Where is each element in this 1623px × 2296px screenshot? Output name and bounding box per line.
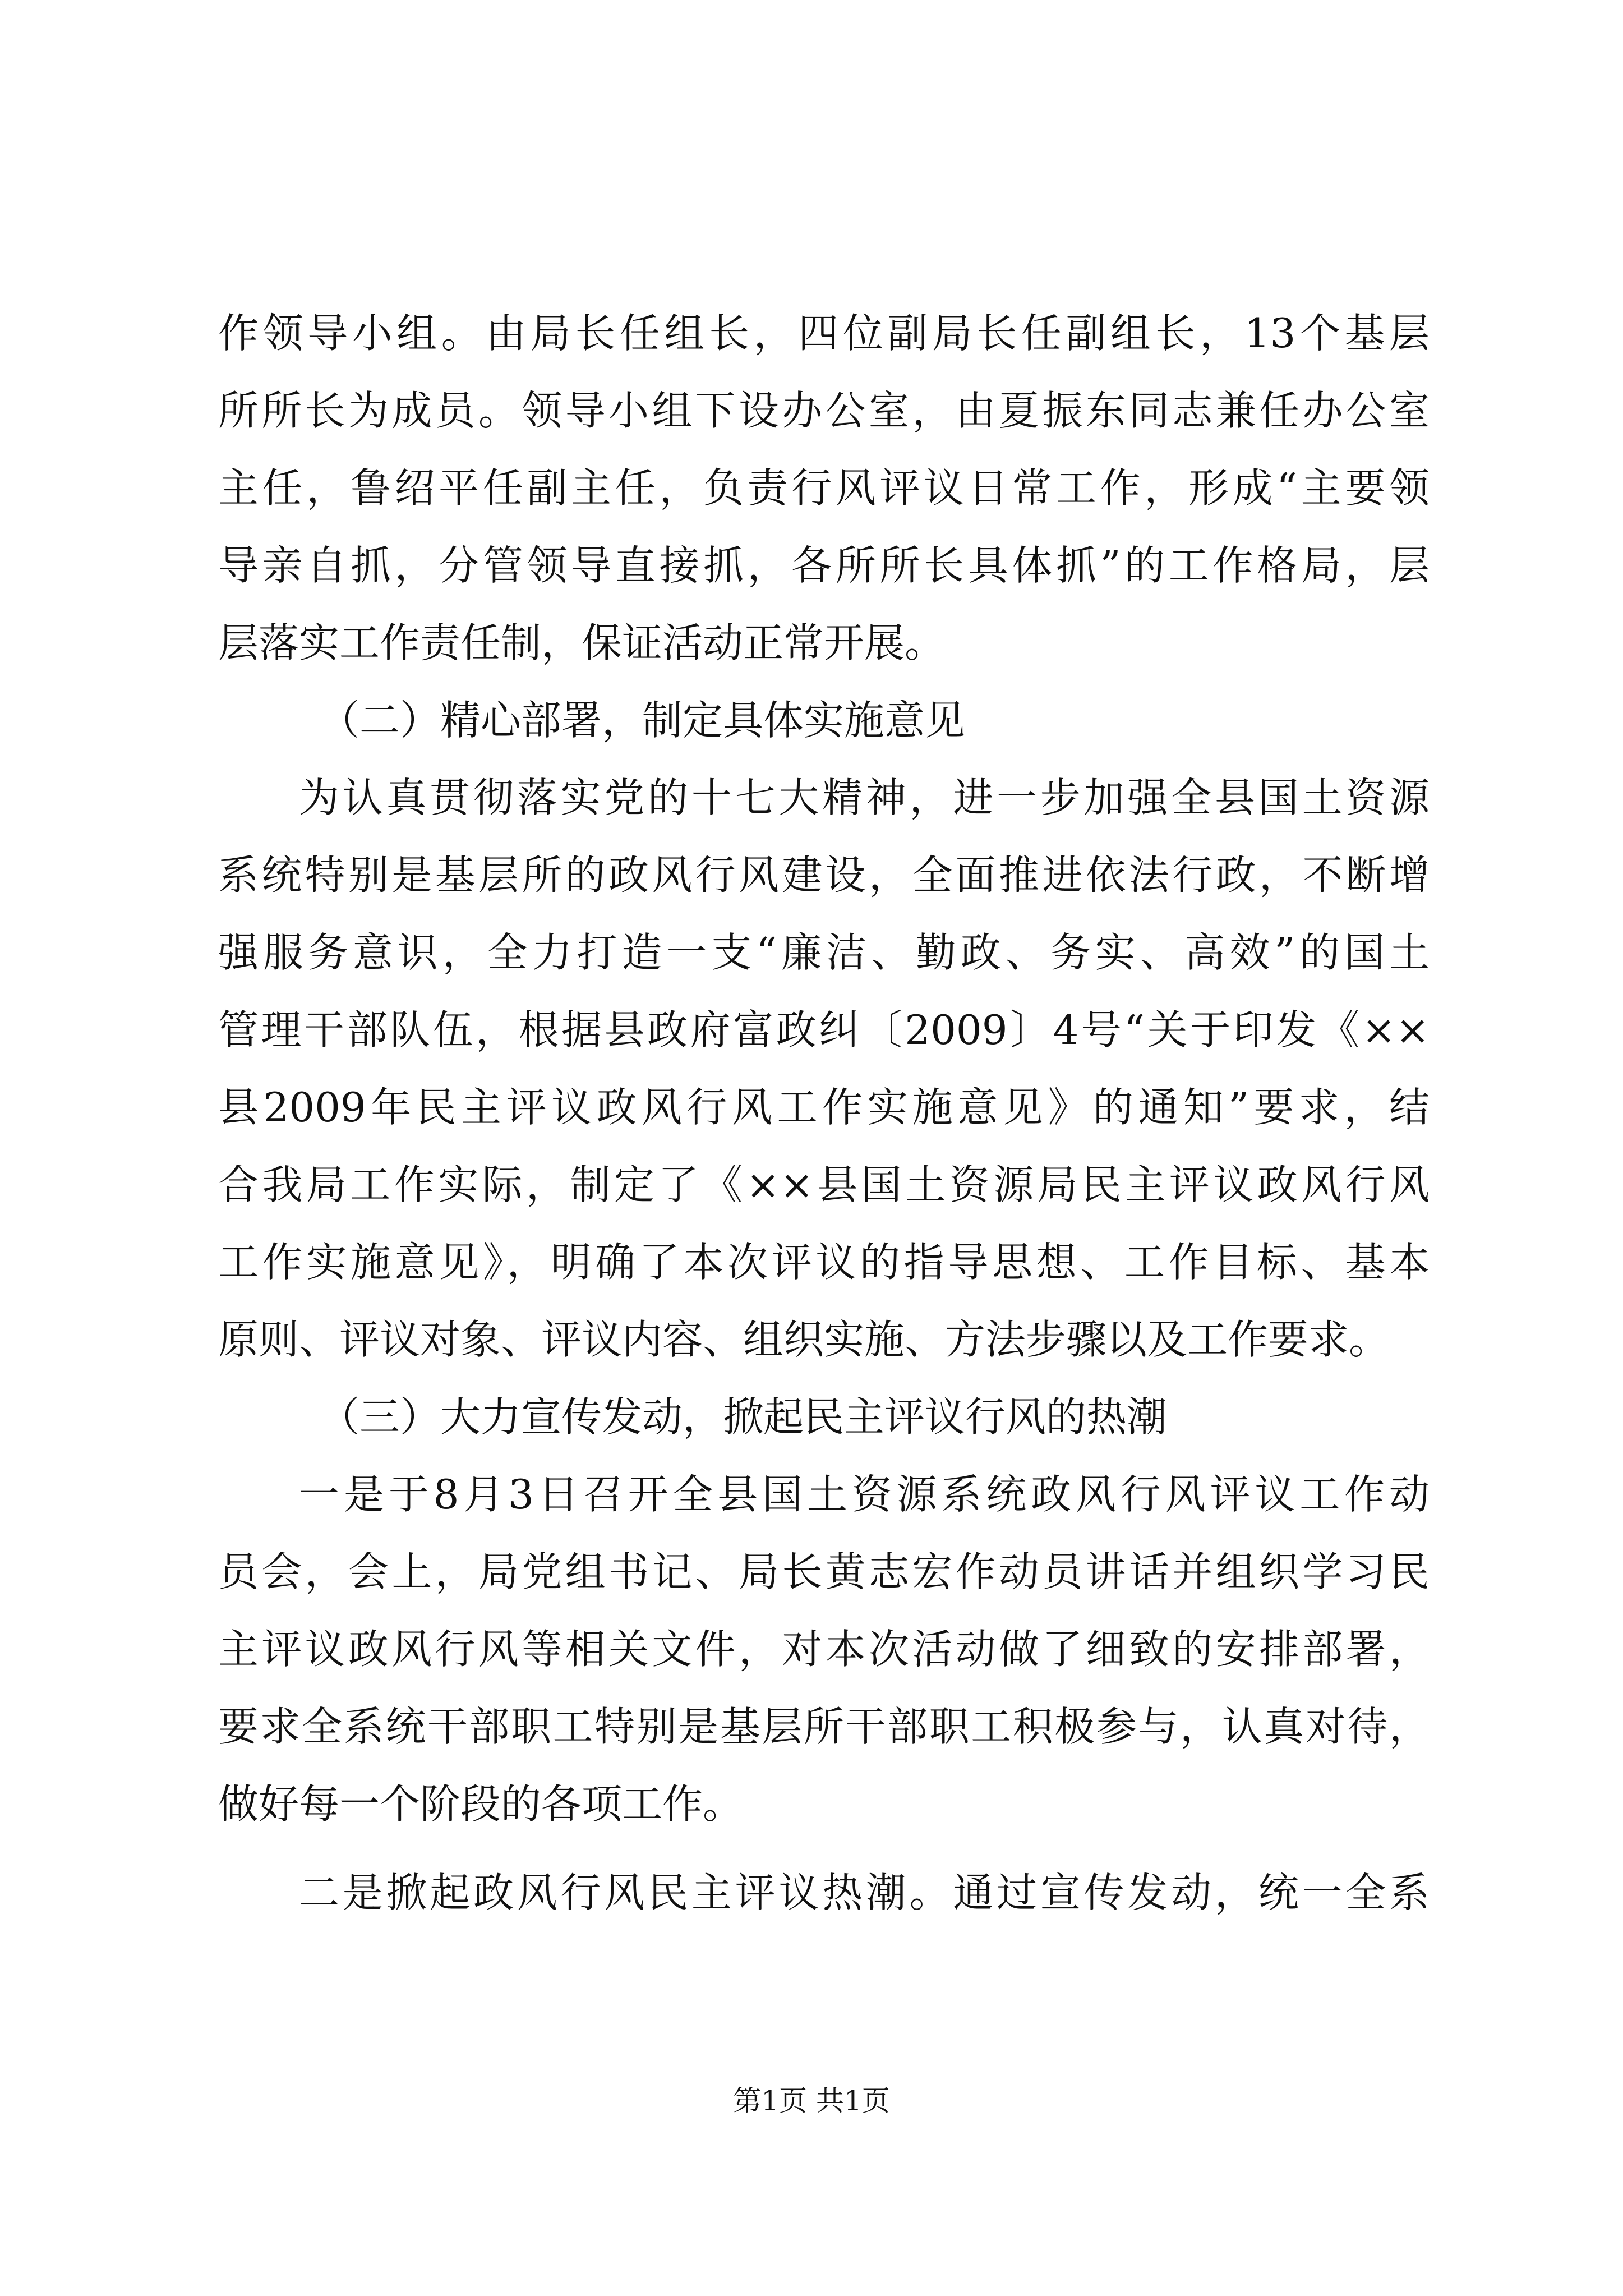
text-line: 管理干部队伍，根据县政府富政纠〔2009〕4号“关于印发《×× bbox=[218, 1006, 1430, 1053]
section-heading-2: （二）精心部署，制定具体实施意见 bbox=[319, 697, 966, 744]
text-line: 系统特别是基层所的政风行风建设，全面推进依法行政，不断增 bbox=[218, 852, 1430, 899]
section-heading-3: （三）大力宣传发动，掀起民主评议行风的热潮 bbox=[319, 1393, 1168, 1441]
text-line: 二是掀起政风行风民主评议热潮。通过宣传发动，统一全系 bbox=[299, 1869, 1430, 1916]
text-line: 强服务意识，全力打造一支“廉洁、勤政、务实、高效”的国土 bbox=[218, 929, 1430, 976]
text-line: 工作实施意见》，明确了本次评议的指导思想、工作目标、基本 bbox=[218, 1239, 1430, 1286]
text-line: 导亲自抓，分管领导直接抓，各所所长具体抓”的工作格局，层 bbox=[218, 542, 1430, 589]
text-line: 为认真贯彻落实党的十七大精神，进一步加强全县国土资源 bbox=[299, 774, 1430, 821]
paragraph-evaluation-upsurge bbox=[218, 1854, 1430, 1931]
text-line: 做好每一个阶段的各项工作。 bbox=[218, 1780, 744, 1828]
text-line: 作领导小组。由局长任组长，四位副局长任副组长，13个基层 bbox=[218, 310, 1430, 357]
text-line: 员会，会上，局党组书记、局长黄志宏作动员讲话并组织学习民 bbox=[218, 1548, 1430, 1595]
text-line: 原则、评议对象、评议内容、组织实施、方法步骤以及工作要求。 bbox=[218, 1316, 1390, 1363]
text-line: 县2009年民主评议政风行风工作实施意见》的通知”要求，结 bbox=[218, 1084, 1430, 1131]
paragraph-leadership-group bbox=[218, 295, 1430, 682]
text-line: 主评议政风行风等相关文件，对本次活动做了细致的安排部署， bbox=[218, 1626, 1430, 1673]
paragraph-implementation-opinions bbox=[218, 759, 1430, 1378]
paragraph-mobilization-meeting bbox=[218, 1456, 1430, 1843]
text-line: 主任，鲁绍平任副主任，负责行风评议日常工作，形成“主要领 bbox=[218, 464, 1430, 512]
page-number-footer: 第1页 共1页 bbox=[733, 2085, 890, 2117]
text-line: 层落实工作责任制，保证活动正常开展。 bbox=[218, 619, 946, 666]
document-body bbox=[218, 295, 1430, 1931]
text-line: 要求全系统干部职工特别是基层所干部职工积极参与，认真对待， bbox=[218, 1703, 1430, 1750]
text-line: 所所长为成员。领导小组下设办公室，由夏振东同志兼任办公室 bbox=[218, 387, 1430, 434]
text-line: 合我局工作实际，制定了《××县国土资源局民主评议政风行风 bbox=[218, 1161, 1430, 1208]
text-line: 一是于8月3日召开全县国土资源系统政风行风评议工作动 bbox=[299, 1471, 1430, 1518]
